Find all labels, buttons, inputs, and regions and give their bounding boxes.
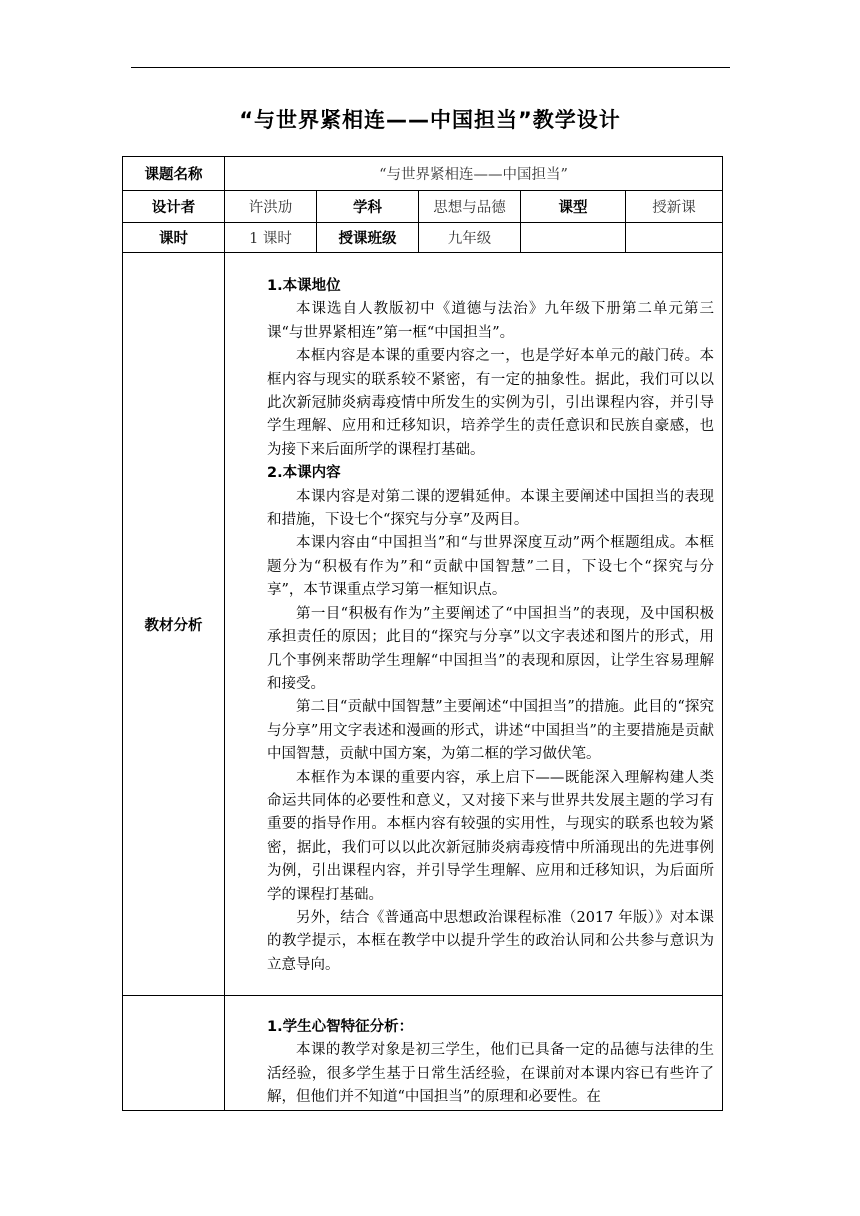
paragraph: 本课内容由“中国担当”和“与世界深度互动”两个框题组成。本框题分为“积极有作为”和“贡献中国智慧”二目，下设七个“探究与分享”，本节课重点学习第一框知识点。: [267, 535, 715, 599]
topic-label: 课题名称: [123, 157, 225, 191]
hours-label: 课时: [123, 223, 225, 253]
paragraph: 本课选自人教版初中《道德与法治》九年级下册第二单元第三课“与世界紧相连”第一框“中国担当”。: [267, 301, 715, 341]
material-analysis-content: [225, 253, 723, 996]
student-analysis-label: [123, 996, 225, 1111]
topic-row: [123, 157, 723, 191]
document-title: “与世界紧相连——中国担当”教学设计: [239, 108, 621, 132]
subject-label: 学科: [317, 191, 419, 223]
paragraph: 本框内容是本课的重要内容之一，也是学好本单元的敲门砖。本框内容与现实的联系较不紧密，有一定的抽象性。据此，我们可以以此次新冠肺炎病毒疫情中所发生的实例为引，引出课程内容，并引导学生理解、应用和迁移知识，培养学生的责任意识和民族自豪感，也为接下来后面所学的课程打基础。: [267, 348, 715, 458]
designer-row: [123, 191, 723, 223]
paragraph: 另外，结合《普通高中思想政治课程标准（2017 年版）》对本课的教学提示，本框在教学中以提升学生的政治认同和公共参与意识为立意导向。: [267, 909, 715, 973]
subject-value: 思想与品德: [419, 191, 521, 223]
designer-label: 设计者: [123, 191, 225, 223]
section-heading: 1.学生心智特征分析：: [267, 1019, 414, 1035]
class-value: 九年级: [419, 223, 521, 253]
topic-value: “与世界紧相连——中国担当”: [225, 157, 723, 191]
hours-row: [123, 223, 723, 253]
lesson-type-value: 授新课: [626, 191, 723, 223]
empty-cell: [626, 223, 723, 253]
designer-value: 许洪劢: [225, 191, 317, 223]
empty-cell: [521, 223, 626, 253]
paragraph: 第二目“贡献中国智慧”主要阐述“中国担当”的措施。此目的“探究与分享”用文字表述和漫画的形式，讲述“中国担当”的主要措施是贡献中国智慧，贡献中国方案，为第二框的学习做伏笔。: [267, 699, 715, 763]
paragraph: 本课的教学对象是初三学生，他们已具备一定的品德与法律的生活经验，很多学生基于日常生活经验，在课前对本课内容已有些许了解，但他们并不知道“中国担当”的原理和必要性。在: [267, 1042, 715, 1106]
header-rule: [131, 67, 730, 68]
material-analysis-row: [123, 253, 723, 996]
section-heading: 1.本课地位: [267, 278, 341, 294]
lesson-type-label: 课型: [521, 191, 626, 223]
paragraph: 本框作为本课的重要内容，承上启下——既能深入理解构建人类命运共同体的必要性和意义，又对接下来与世界共发展主题的学习有重要的指导作用。本框内容有较强的实用性，与现实的联系也较为紧密，据此，我们可以以此次新冠肺炎病毒疫情中所涌现出的先进事例为例，引出课程内容，并引导学生理解、应用和迁移知识，为后面所学的课程打基础。: [267, 769, 715, 903]
class-label: 授课班级: [317, 223, 419, 253]
paragraph: 第一目“积极有作为”主要阐述了“中国担当”的表现，及中国积极承担责任的原因；此目的“探究与分享”以文字表述和图片的形式，用几个事例来帮助学生理解“中国担当”的表现和原因，让学生容易理解和接受。: [267, 605, 715, 692]
lesson-plan-table: [122, 156, 723, 1111]
student-analysis-content: [225, 996, 723, 1111]
section-heading: 2.本课内容: [267, 465, 341, 482]
hours-value: 1 课时: [225, 223, 317, 253]
material-analysis-label: 教材分析: [123, 253, 225, 996]
student-analysis-row: [123, 996, 723, 1111]
paragraph: 本课内容是对第二课的逻辑延伸。本课主要阐述中国担当的表现和措施，下设七个“探究与分享”及两目。: [267, 488, 715, 529]
